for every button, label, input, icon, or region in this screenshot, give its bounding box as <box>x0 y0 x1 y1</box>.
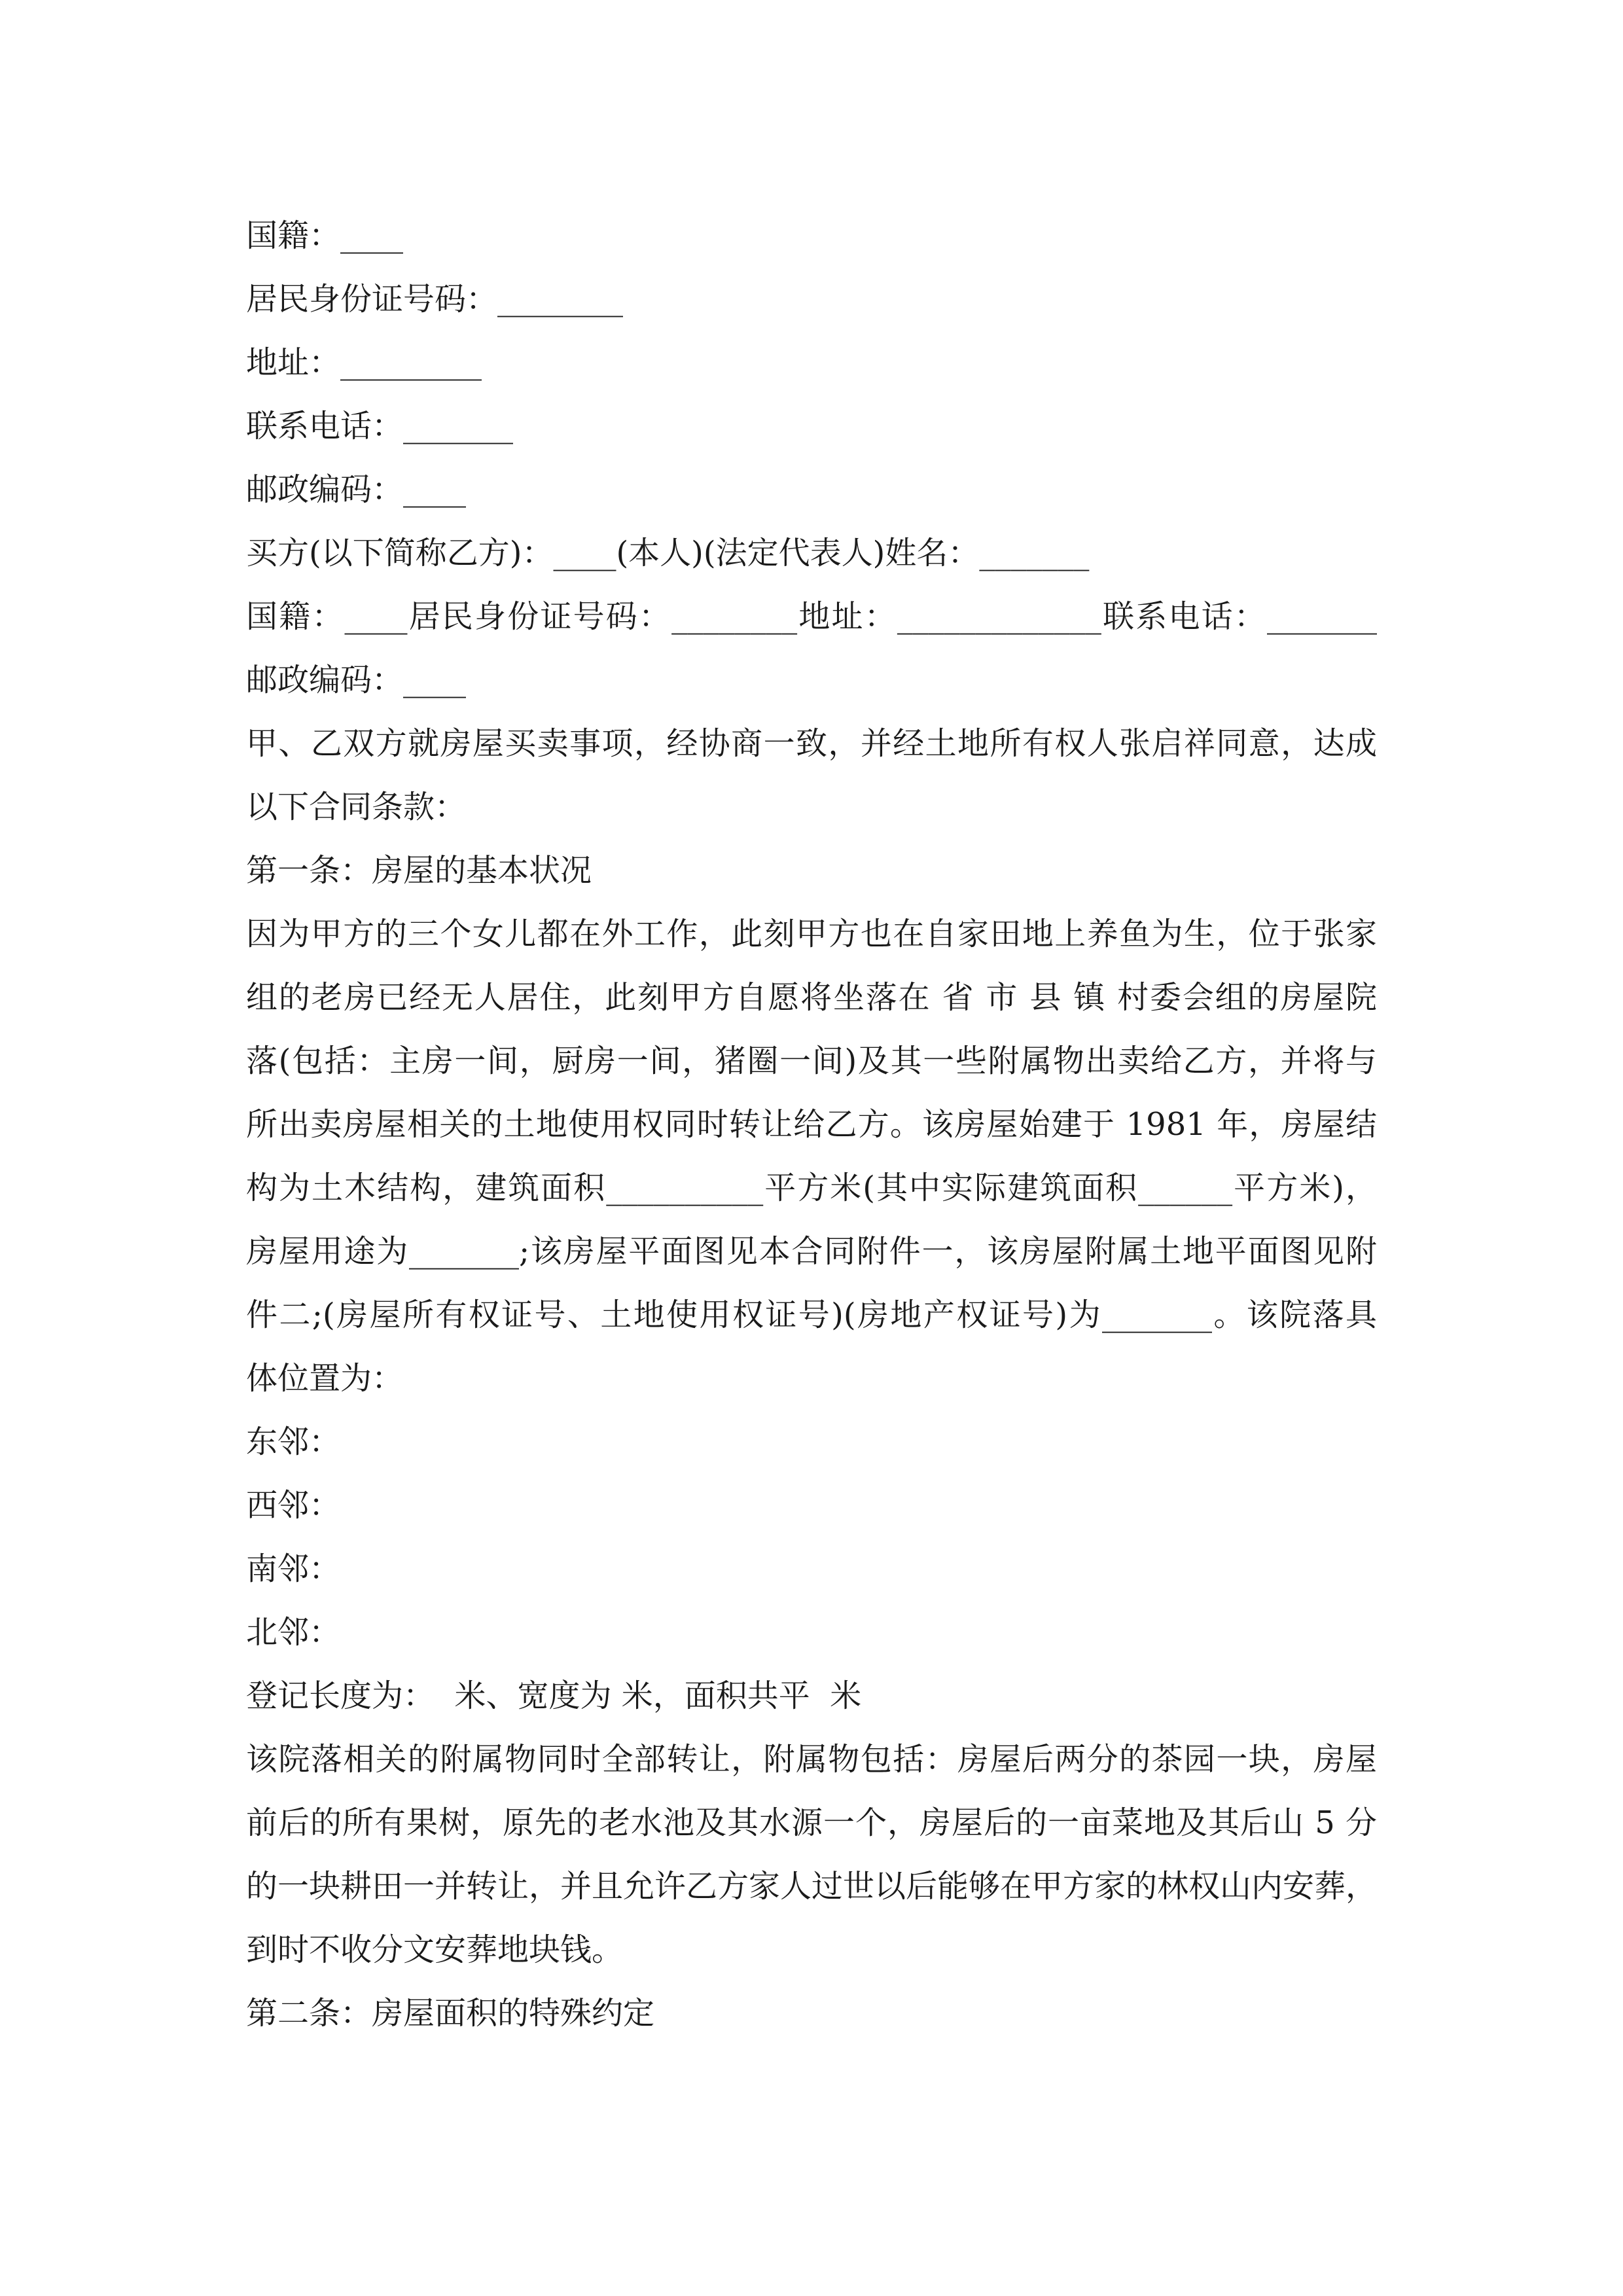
text-line: 国籍：____居民身份证号码：________地址：_____________联系电话：_______ <box>246 598 1377 635</box>
text-line: 所出卖房屋相关的土地使用权同时转让给乙方。该房屋始建于 1981 年，房屋结 <box>246 1106 1377 1143</box>
text-line: 该院落相关的附属物同时全部转让，附属物包括：房屋后两分的茶园一块，房屋 <box>246 1741 1377 1778</box>
text-line: 体位置为： <box>246 1360 404 1397</box>
text-line: 邮政编码：____ <box>246 662 467 698</box>
text-line: 因为甲方的三个女儿都在外工作，此刻甲方也在自家田地上养鱼为生，位于张家 <box>246 916 1377 952</box>
text-line: 邮政编码：____ <box>246 471 467 508</box>
text-line: 登记长度为： 米、宽度为 米，面积共平 米 <box>246 1677 862 1714</box>
section-heading: 第一条：房屋的基本状况 <box>246 852 592 889</box>
text-line: 联系电话：_______ <box>246 408 514 444</box>
text-line: 前后的所有果树，原先的老水池及其水源一个，房屋后的一亩菜地及其后山 5 分 <box>246 1804 1377 1841</box>
text-line: 西邻： <box>246 1487 341 1524</box>
text-line: 落(包括：主房一间，厨房一间，猪圈一间)及其一些附属物出卖给乙方，并将与 <box>246 1043 1377 1079</box>
text-line: 的一块耕田一并转让，并且允许乙方家人过世以后能够在甲方家的林权山内安葬， <box>246 1868 1378 1905</box>
section-heading: 第二条：房屋面积的特殊约定 <box>246 1995 655 2032</box>
text-line: 北邻： <box>246 1614 341 1651</box>
text-line: 地址：_________ <box>246 344 482 381</box>
text-line: 构为土木结构，建筑面积__________平方米(其中实际建筑面积______平方米)， <box>246 1170 1377 1206</box>
text-line: 以下合同条款： <box>246 789 467 825</box>
text-line: 买方(以下简称乙方)：____(本人)(法定代表人)姓名：_______ <box>246 535 1090 571</box>
contract-body <box>246 204 1377 2045</box>
text-line: 组的老房已经无人居住，此刻甲方自愿将坐落在 省 市 县 镇 村委会组的房屋院 <box>246 979 1377 1016</box>
text-line: 房屋用途为_______;该房屋平面图见本合同附件一，该房屋附属土地平面图见附 <box>246 1233 1377 1270</box>
text-line: 件二;(房屋所有权证号、土地使用权证号)(房地产权证号)为_______。该院落具 <box>246 1297 1377 1333</box>
text-line: 南邻： <box>246 1551 341 1587</box>
text-line: 东邻： <box>246 1424 341 1460</box>
text-line: 国籍：____ <box>246 217 404 254</box>
text-line: 到时不收分文安葬地块钱。 <box>246 1931 624 1968</box>
text-line: 居民身份证号码：________ <box>246 281 624 317</box>
text-line: 甲、乙双方就房屋买卖事项，经协商一致，并经土地所有权人张启祥同意，达成 <box>246 725 1377 762</box>
